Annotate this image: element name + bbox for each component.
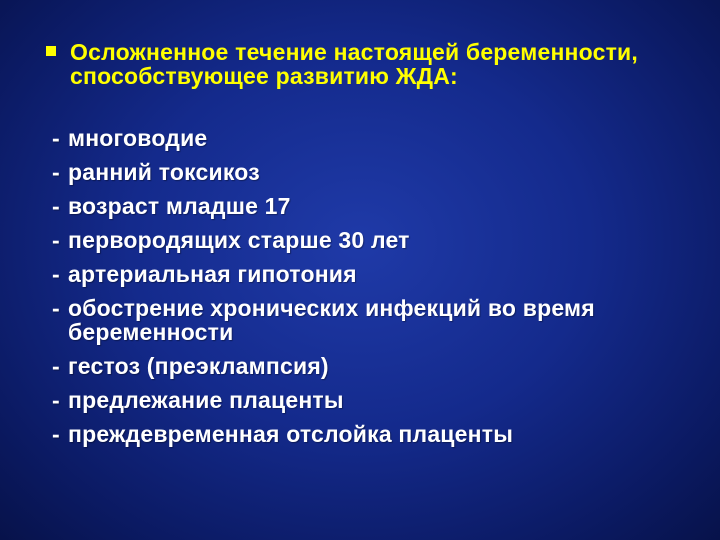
list-item-text: обострение хронических инфекций во время беременности [68,295,595,345]
list-item-text: ранний токсикоз [68,159,260,185]
list-item [52,126,692,150]
slide-heading: Осложненное течение настоящей беременности, способствующее развитию ЖДА: [70,39,638,89]
dash-marker: - [52,387,60,413]
dash-marker: - [52,125,60,151]
list-item-text: преждевременная отслойка плаценты [68,421,514,447]
dash-marker: - [52,421,60,447]
dash-marker: - [52,261,60,287]
list-item-text: возраст младше 17 [68,193,291,219]
list-item [52,194,692,218]
list-item-text: предлежание плаценты [68,387,344,413]
list-item-text: многоводие [68,125,208,151]
list-item [52,160,692,184]
dash-marker: - [52,227,60,253]
list-item-text: артериальная гипотония [68,261,357,287]
dash-marker: - [52,193,60,219]
list-item [52,388,692,412]
list-item [52,228,692,252]
dash-marker: - [52,159,60,185]
list-item [52,262,692,286]
list-item [52,422,692,446]
dash-marker: - [52,353,60,379]
square-bullet-icon [46,46,56,56]
list-item-text: первородящих старше 30 лет [68,227,410,253]
list-item-text: гестоз (преэклампсия) [68,353,329,379]
heading-block [46,40,686,88]
dash-marker: - [52,295,60,321]
item-list [52,126,692,456]
list-item [52,354,692,378]
list-item [52,296,692,344]
